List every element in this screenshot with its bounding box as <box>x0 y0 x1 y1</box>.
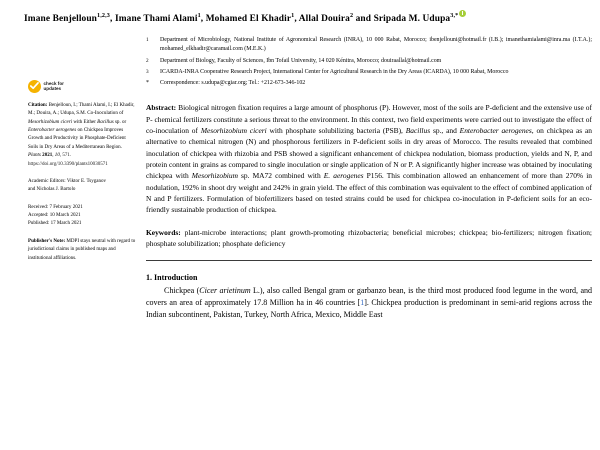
citation-journal: Plants <box>28 152 41 159</box>
author-separator: , <box>294 14 299 25</box>
author-separator: , <box>200 14 206 25</box>
published-date: Published: 17 March 2021 <box>28 220 82 227</box>
check-for-updates-label <box>44 81 64 92</box>
author-separator: , <box>110 14 115 25</box>
citation-label: Citation: <box>28 101 48 108</box>
affiliation-item <box>146 57 592 67</box>
author-affil-marker: 1 <box>197 12 201 19</box>
author-affil-marker: 3,* <box>450 12 459 19</box>
academic-editors-line-1: Academic Editors: Viktor E. Tsyganov <box>28 177 107 184</box>
badge-line-1: check for <box>43 80 64 86</box>
abstract-species-3: Enterobacter aerogenes <box>459 126 532 135</box>
affiliation-list <box>146 36 592 77</box>
citation-text: on Chickpea Improves Growth and Productivity in Phosphate-Deficient Soils in Dry Areas of a Mediterranean Region. <box>28 127 126 150</box>
abstract-species-2: Bacillus <box>405 126 431 135</box>
citation-species-1: Mesorhizobium ciceri <box>28 118 73 125</box>
abstract-text: P156. This combination allowed an enhancement of more than 270% in nodulation, 192% in shoot dry weight and 242% in grain yield. The effect of this combination was equivalent to the effect of combined application of N and P fertilizers. Formulation of biofertilizers based on tested strains could be used for chickpea co-inoculation in P-deficient soils for an eco-friendly sustainable production of chickpea. <box>146 171 592 215</box>
author-separator: and <box>353 14 374 25</box>
received-date: Received: 7 February 2021 <box>28 203 83 210</box>
affiliation-text: Department of Biology, Faculty of Sciences, Ibn Tofail University, 14 020 Kénitra, Morocco; douiraallal@hotmail.com <box>160 57 442 64</box>
correspondence-line <box>146 79 592 89</box>
abstract-text: with phosphate solubilizing bacteria (PSB), <box>266 126 406 135</box>
author-affil-marker: 1,2,3 <box>97 12 111 19</box>
author-name: Imane Thami Alami <box>114 14 198 25</box>
page-body <box>24 36 592 322</box>
intro-text: ]. Chickpea production is predominant in semi-arid regions across the Indian subcontinent, Pakistan, Turkey, North Africa, Mexico, Middle East <box>146 298 592 320</box>
introduction-heading: 1. Introduction <box>146 273 198 283</box>
citation-species-3: Enterobacter aerogenes <box>28 127 77 133</box>
check-circle-icon <box>28 80 41 93</box>
intro-text: L.), also called Bengal gram or garbanzo bean, is the third most produced food legume in the word, and covers an area of approximately 17.8 Million ha in 46 countries [ <box>146 286 592 308</box>
citation-text: sp. or <box>113 118 127 125</box>
accepted-date: Accepted: 10 March 2021 <box>28 212 81 218</box>
abstract-text: sp., and <box>430 126 460 135</box>
citation-block <box>28 101 136 168</box>
abstract-text: sp. MA72 combined with <box>237 171 324 181</box>
citation-volume: 10 <box>54 152 60 159</box>
publisher-note-block <box>28 237 136 262</box>
keywords-text: plant-microbe interactions; plant growth-promoting rhizobacteria; beneficial microbes; chickpea; bio-fertilizers; nitrogen fixation; phosphate solubilization; phosphate deficiency <box>146 227 592 248</box>
citation-doi[interactable]: , 571. https://doi.org/10.3390/plants10030571 <box>28 152 108 167</box>
affiliation-number: 2 <box>146 58 149 64</box>
affiliation-item <box>146 68 592 78</box>
orcid-icon[interactable] <box>459 10 466 17</box>
author-affil-marker: 2 <box>349 12 354 19</box>
author-name: Allal Douira <box>298 14 350 25</box>
academic-editors-line-2: and Nicholas J. Bartolo <box>28 186 76 193</box>
sidebar <box>24 36 144 322</box>
check-for-updates-badge[interactable] <box>28 80 136 93</box>
affiliation-number: 1 <box>146 37 149 44</box>
affiliation-text: Department of Microbiology, National Institute of Agronomical Research (INRA), 10 000 Rabat, Morocco; ibenjellouni@hotmail.fr (I.B.); imanethamialami@inra.ma (I.T.A.); mohamed_elkhadir@caramail.com (M.E.K.) <box>160 36 592 53</box>
abstract-species-5: E. aerogenes <box>323 171 364 181</box>
keywords-label: Keywords: <box>146 227 181 237</box>
keywords-section <box>146 227 592 250</box>
author-name: Mohamed El Khadir <box>205 14 292 25</box>
abstract-species-4: Mesorhizobium <box>191 171 238 181</box>
citation-species-2: Bacillus <box>97 118 114 125</box>
correspondence-marker: * <box>146 79 149 86</box>
author-name: Imane Benjelloun <box>24 14 98 25</box>
checkmark-glyph <box>30 82 39 90</box>
intro-species: Cicer arietinum <box>199 286 251 296</box>
correspondence-text: Correspondence: s.udupa@cgiar.org; Tel.: +212-673-346-102 <box>160 79 306 86</box>
affiliation-item <box>146 36 592 55</box>
author-line <box>24 10 592 26</box>
section-divider <box>146 260 592 261</box>
introduction-paragraph <box>146 285 592 321</box>
author-affil-marker: 1 <box>291 12 295 19</box>
abstract-text: Biological nitrogen fixation requires a large amount of phosphorus (P). However, most of the soils are P-deficient and the extensive use of P- chemical fertilizers constitute a serious threat to the environment. In this context, two field experiments were carried out to investigate the effect of co-inoculation of <box>146 103 592 135</box>
citation-text: with Either <box>72 118 98 125</box>
author-name: Sripada M. Udupa <box>373 14 451 25</box>
publisher-note-text: MDPI stays neutral with regard to jurisdictional claims in published maps and institutional affiliations. <box>28 237 136 261</box>
intro-text: Chickpea ( <box>164 286 200 296</box>
main-column <box>144 36 592 322</box>
abstract-species-1: Mesorhizobium ciceri <box>200 126 267 135</box>
abstract-text: , on chickpea as an alternative to chemical nitrogen (N) and phosphorous fertilizers in P-deficient soils in dry areas of Morocco. The results revealed that combined inoculation of chickpea with rhizobia and PSB showed a significant enhancement of chickpea nodulation, biomass production, yields and N, P, and protein content in grains as compared to single inoculation or single application of N or P. A significantly higher increase was obtained by inoculating chickpea with <box>146 126 592 181</box>
abstract-label: Abstract: <box>146 103 177 113</box>
publisher-note-label: Publisher's Note: <box>28 237 66 244</box>
academic-editors-block <box>28 177 136 194</box>
citation-year: 2021 <box>42 152 53 159</box>
reference-link-1[interactable]: 1 <box>360 298 365 308</box>
abstract-section <box>146 102 592 215</box>
affiliation-number: 3 <box>146 69 149 76</box>
affiliation-text: ICARDA-INRA Cooperative Research Project, International Center for Agricultural Research in the Dry Areas (ICARDA), 10 000 Rabat, Morocco <box>160 68 509 75</box>
citation-text: , <box>52 152 55 159</box>
publication-dates-block <box>28 203 136 228</box>
citation-text: Benjelloun, I.; Thami Alami, I.; El Khadir, M.; Douira, A.; Udupa, S.M. Co-Inoculation of <box>28 101 135 117</box>
badge-line-2: updates <box>43 86 62 92</box>
